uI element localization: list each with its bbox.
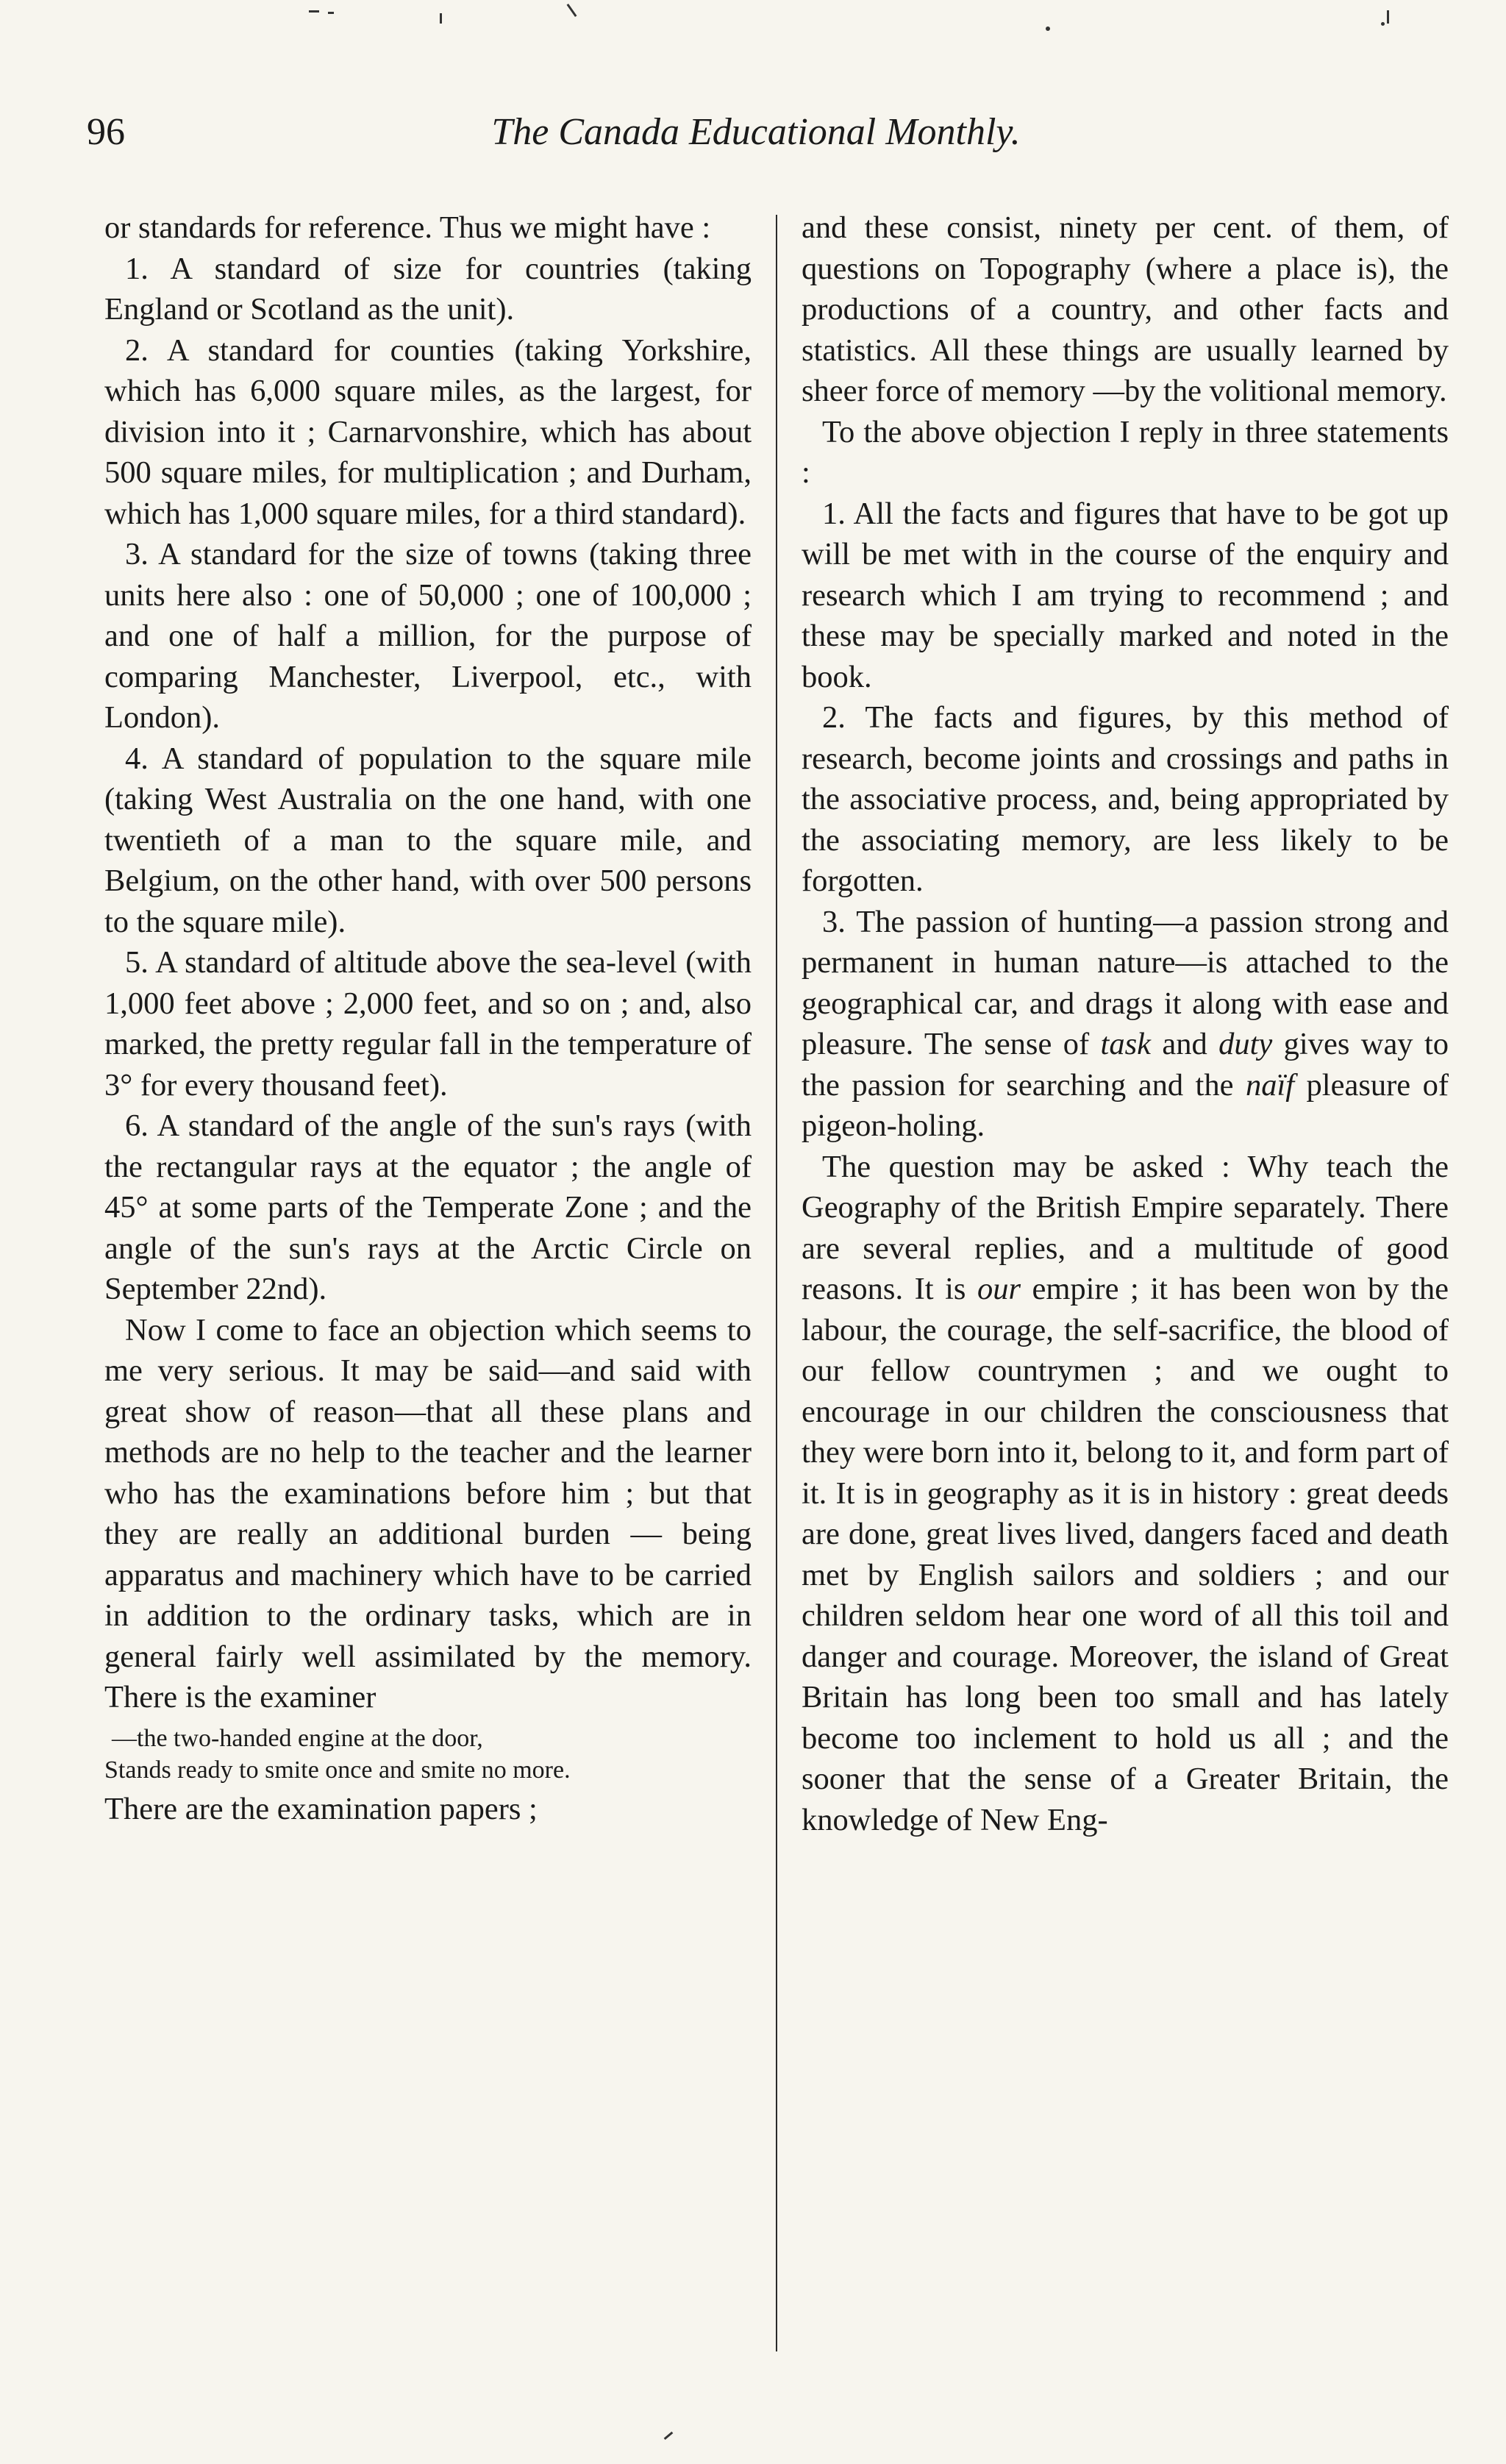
paragraph: 1. All the facts and figures that have to be got up will be met with in the course of the enquiry and research which I am trying to recommend ; and these may be specially marked and noted in the book. [802, 496, 1449, 694]
text-run: pleasure of pigeon-holing. [802, 1067, 1449, 1143]
verse-quote [104, 1723, 752, 1786]
paragraph: 1. A standard of size for countries (taking England or Scotland as the unit). [104, 251, 752, 327]
paragraph [802, 1147, 1449, 1841]
left-column [104, 207, 752, 1829]
text-run: and [1150, 1027, 1219, 1061]
italic-word: naïf [1245, 1067, 1295, 1103]
text-run: The question may be asked : Why teach the Geography of the British Empire separately. There are several replies, and a multitude of good reasons. It is [802, 1149, 1449, 1306]
paragraph: or standards for reference. Thus we might have : [104, 210, 711, 245]
paragraph: 4. A standard of population to the square mile (taking West Australia on the one hand, with one twentieth of a man to the square mile, and Belgium, on the other hand, with over 500 persons to the square mile). [104, 741, 752, 939]
paragraph: 3. A standard for the size of towns (taking three units here also : one of 50,000 ; one of 100,000 ; and one of half a million, for the purpose of comparing Manchester, Liverpool, etc., with London). [104, 537, 752, 735]
text-run: empire ; it has been won by the labour, the courage, the self-sacrifice, the blood of our fellow countrymen ; and we ought to encourage in our children the consciousness that they were born into it, belong to it, and form part of it. It is in geography as it is in history : great deeds are done, great lives lived, dangers faced and death met by English sailors and soldiers ; and our children seldom hear one word of all this toil and danger and courage. Moreover, the island of Great Britain has long been too small and has lately become too inclement to hold us all ; and the sooner that the sense of a Greater Britain, the knowledge of New Eng- [802, 1272, 1449, 1837]
text-run: gives way to the passion for searching and the [802, 1027, 1449, 1103]
paragraph: Now I come to face an objection which seems to me very serious. It may be said—and said with great show of reason—that all these plans and methods are no help to the teacher and the learner who has the examinations before him ; but that they are really an additional burden — being apparatus and machinery which have to be carried in addition to the ordinary tasks, which are in general fairly well assimilated by the memory. There is the examiner [104, 1312, 752, 1715]
right-column [802, 207, 1449, 1840]
paragraph: 2. A standard for counties (taking Yorkshire, which has 6,000 square miles, as the largest, for division into it ; Carnarvonshire, which has about 500 square miles, for multiplication ; and Durham, which has 1,000 square miles, for a third standard). [104, 332, 752, 531]
paragraph: 5. A standard of altitude above the sea-level (with 1,000 feet above ; 2,000 feet, and so on ; and, also marked, the pretty regular fall in the temperature of 3° for every thousand feet). [104, 945, 752, 1103]
page-number: 96 [87, 111, 125, 153]
running-title: The Canada Educational Monthly. [491, 111, 1021, 153]
paragraph [802, 902, 1449, 1147]
italic-word: task [1100, 1027, 1151, 1061]
italic-word: our [977, 1272, 1021, 1306]
paragraph: 2. The facts and figures, by this method of research, become joints and crossings and paths in the associative process, and, being appropriated by the associating memory, are less likely to be forgotten. [802, 700, 1449, 898]
paragraph: To the above objection I reply in three statements : [802, 414, 1449, 490]
italic-word: duty [1218, 1027, 1273, 1061]
column-divider [776, 215, 777, 2351]
quote-line: —the two-handed engine at the door, [112, 1724, 483, 1752]
paragraph: and these consist, ninety per cent. of them, of questions on Topography (where a place is), the productions of a country, and other facts and statistics. All these things are usually learned by sheer force of memory —by the volitional memory. [802, 210, 1449, 408]
page-header [87, 110, 1425, 169]
text-run: 3. The passion of hunting—a passion strong and permanent in human nature—is attached to the geographical car, and drags it along with ease and pleasure. The sense of [802, 904, 1449, 1061]
paragraph: 6. A standard of the angle of the sun's rays (with the rectangular rays at the equator ; the angle of 45° at some parts of the Temperate Zone ; and the angle of the sun's rays at the Arctic Circle on September 22nd). [104, 1108, 752, 1306]
quote-line: Stands ready to smite once and smite no more. [104, 1756, 571, 1784]
paragraph: There are the examination papers ; [104, 1791, 538, 1826]
